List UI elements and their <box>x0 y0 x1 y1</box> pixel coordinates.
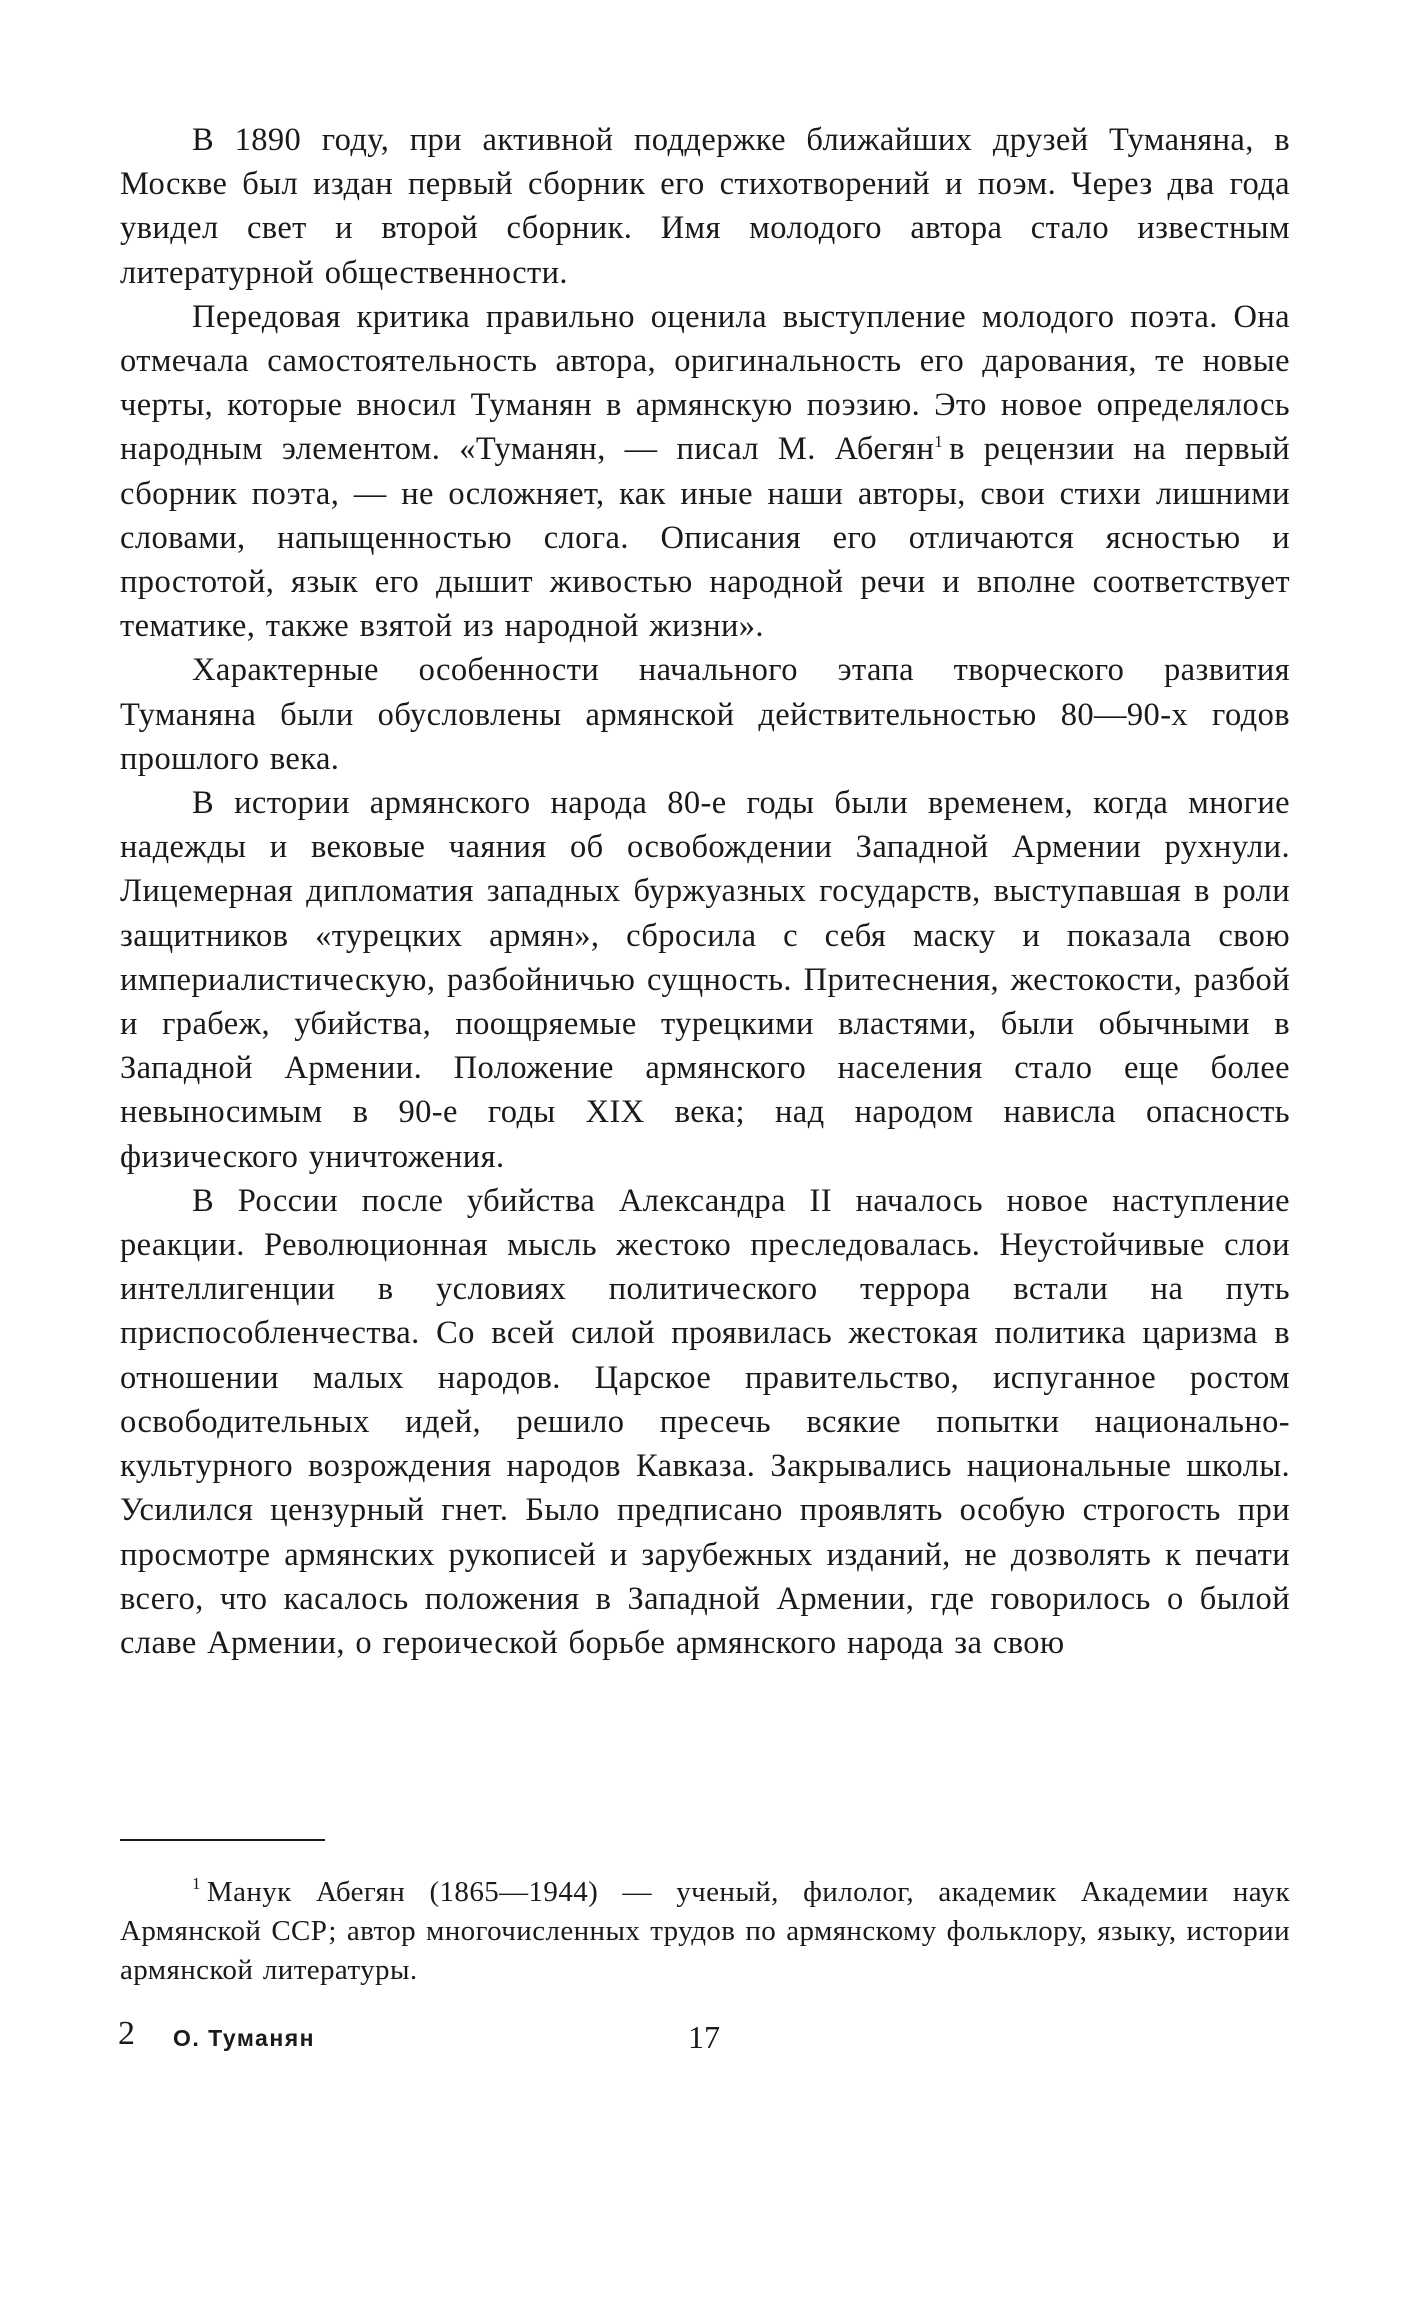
page-footer <box>118 2015 1288 2065</box>
paragraph-3: Характерные особенности начального этапа творческого развития Туманяна были обусловлены армянской действительностью 80—90-х годов прошлого века. <box>120 652 1290 777</box>
footnote <box>120 1873 1290 1990</box>
paragraph-2-part-2: в рецензии на первый сборник поэта, — не осложняет, как иные наши авторы, свои стихи лишними словами, напыщенностью слога. Описания его отличаются ясностью и простотой, язык его дышит живостью народной речи и вполне соответствует тематике, также взятой из народной жизни». <box>120 431 1290 645</box>
paragraph-2-part-1: Передовая критика правильно оценила выступление молодого поэта. Она отмечала самостоятельность автора, оригинальность его дарования, те новые черты, которые вносил Туманян в армянскую поэзию. Это новое определялось народным элементом. «Туманян, — писал М. Абегян <box>120 298 1290 468</box>
signature-name: О. Туманян <box>173 2025 316 2051</box>
paragraph-4: В истории армянского народа 80-е годы были временем, когда многие надежды и вековые чаяния об освобождении Западной Армении рухнули. Лицемерная дипломатия западных буржуазных государств, выступавшая в роли защитников «турецких армян», сбросила с себя маску и показала свою империалистическую, разбойничью сущность. Притеснения, жестокости, разбой и грабеж, убийства, поощряемые турецкими властями, были обычными в Западной Армении. Положение армянского населения стало еще более невыносимым в 90-е годы XIX века; над народом нависла опасность физического уничтожения. <box>120 785 1290 1175</box>
page-number: 17 <box>688 2019 720 2055</box>
footnote-marker: 1 <box>192 1874 201 1893</box>
paragraph-5: В России после убийства Александра II началось новое наступление реакции. Революционная мысль жестоко преследовалась. Неустойчивые слои интеллигенции в условиях политического террора встали на путь приспособленчества. Со всей силой проявилась жестокая политика царизма в отношении малых народов. Царское правительство, испуганное ростом освободительных идей, решило пресечь всякие попытки национально-культурного возрождения народов Кавказа. Закрывались национальные школы. Усилился цензурный гнет. Было предписано проявлять особую строгость при просмотре армянских рукописей и зарубежных изданий, не дозволять к печати всего, что касалось положения в Западной Армении, где говорилось о былой славе Армении, о героической борьбе армянского народа за свою <box>120 1182 1290 1661</box>
footnote-reference: 1 <box>934 432 944 452</box>
paragraph-1: В 1890 году, при активной поддержке ближайших друзей Туманяна, в Москве был издан первый сборник его стихотворений и поэм. Через два года увидел свет и второй сборник. Имя молодого автора стало известным литературной общественности. <box>120 122 1290 291</box>
paragraph-2 <box>120 295 1290 649</box>
signature-number: 2 <box>118 2015 135 2052</box>
footnote-divider <box>120 1839 325 1841</box>
page-body <box>120 118 1290 1665</box>
footnote-text: Манук Абегян (1865—1944) — ученый, филолог, академик Академии наук Армянской ССР; автор многочисленных трудов по армянскому фольклору, языку, истории армянской литературы. <box>120 1876 1290 1986</box>
